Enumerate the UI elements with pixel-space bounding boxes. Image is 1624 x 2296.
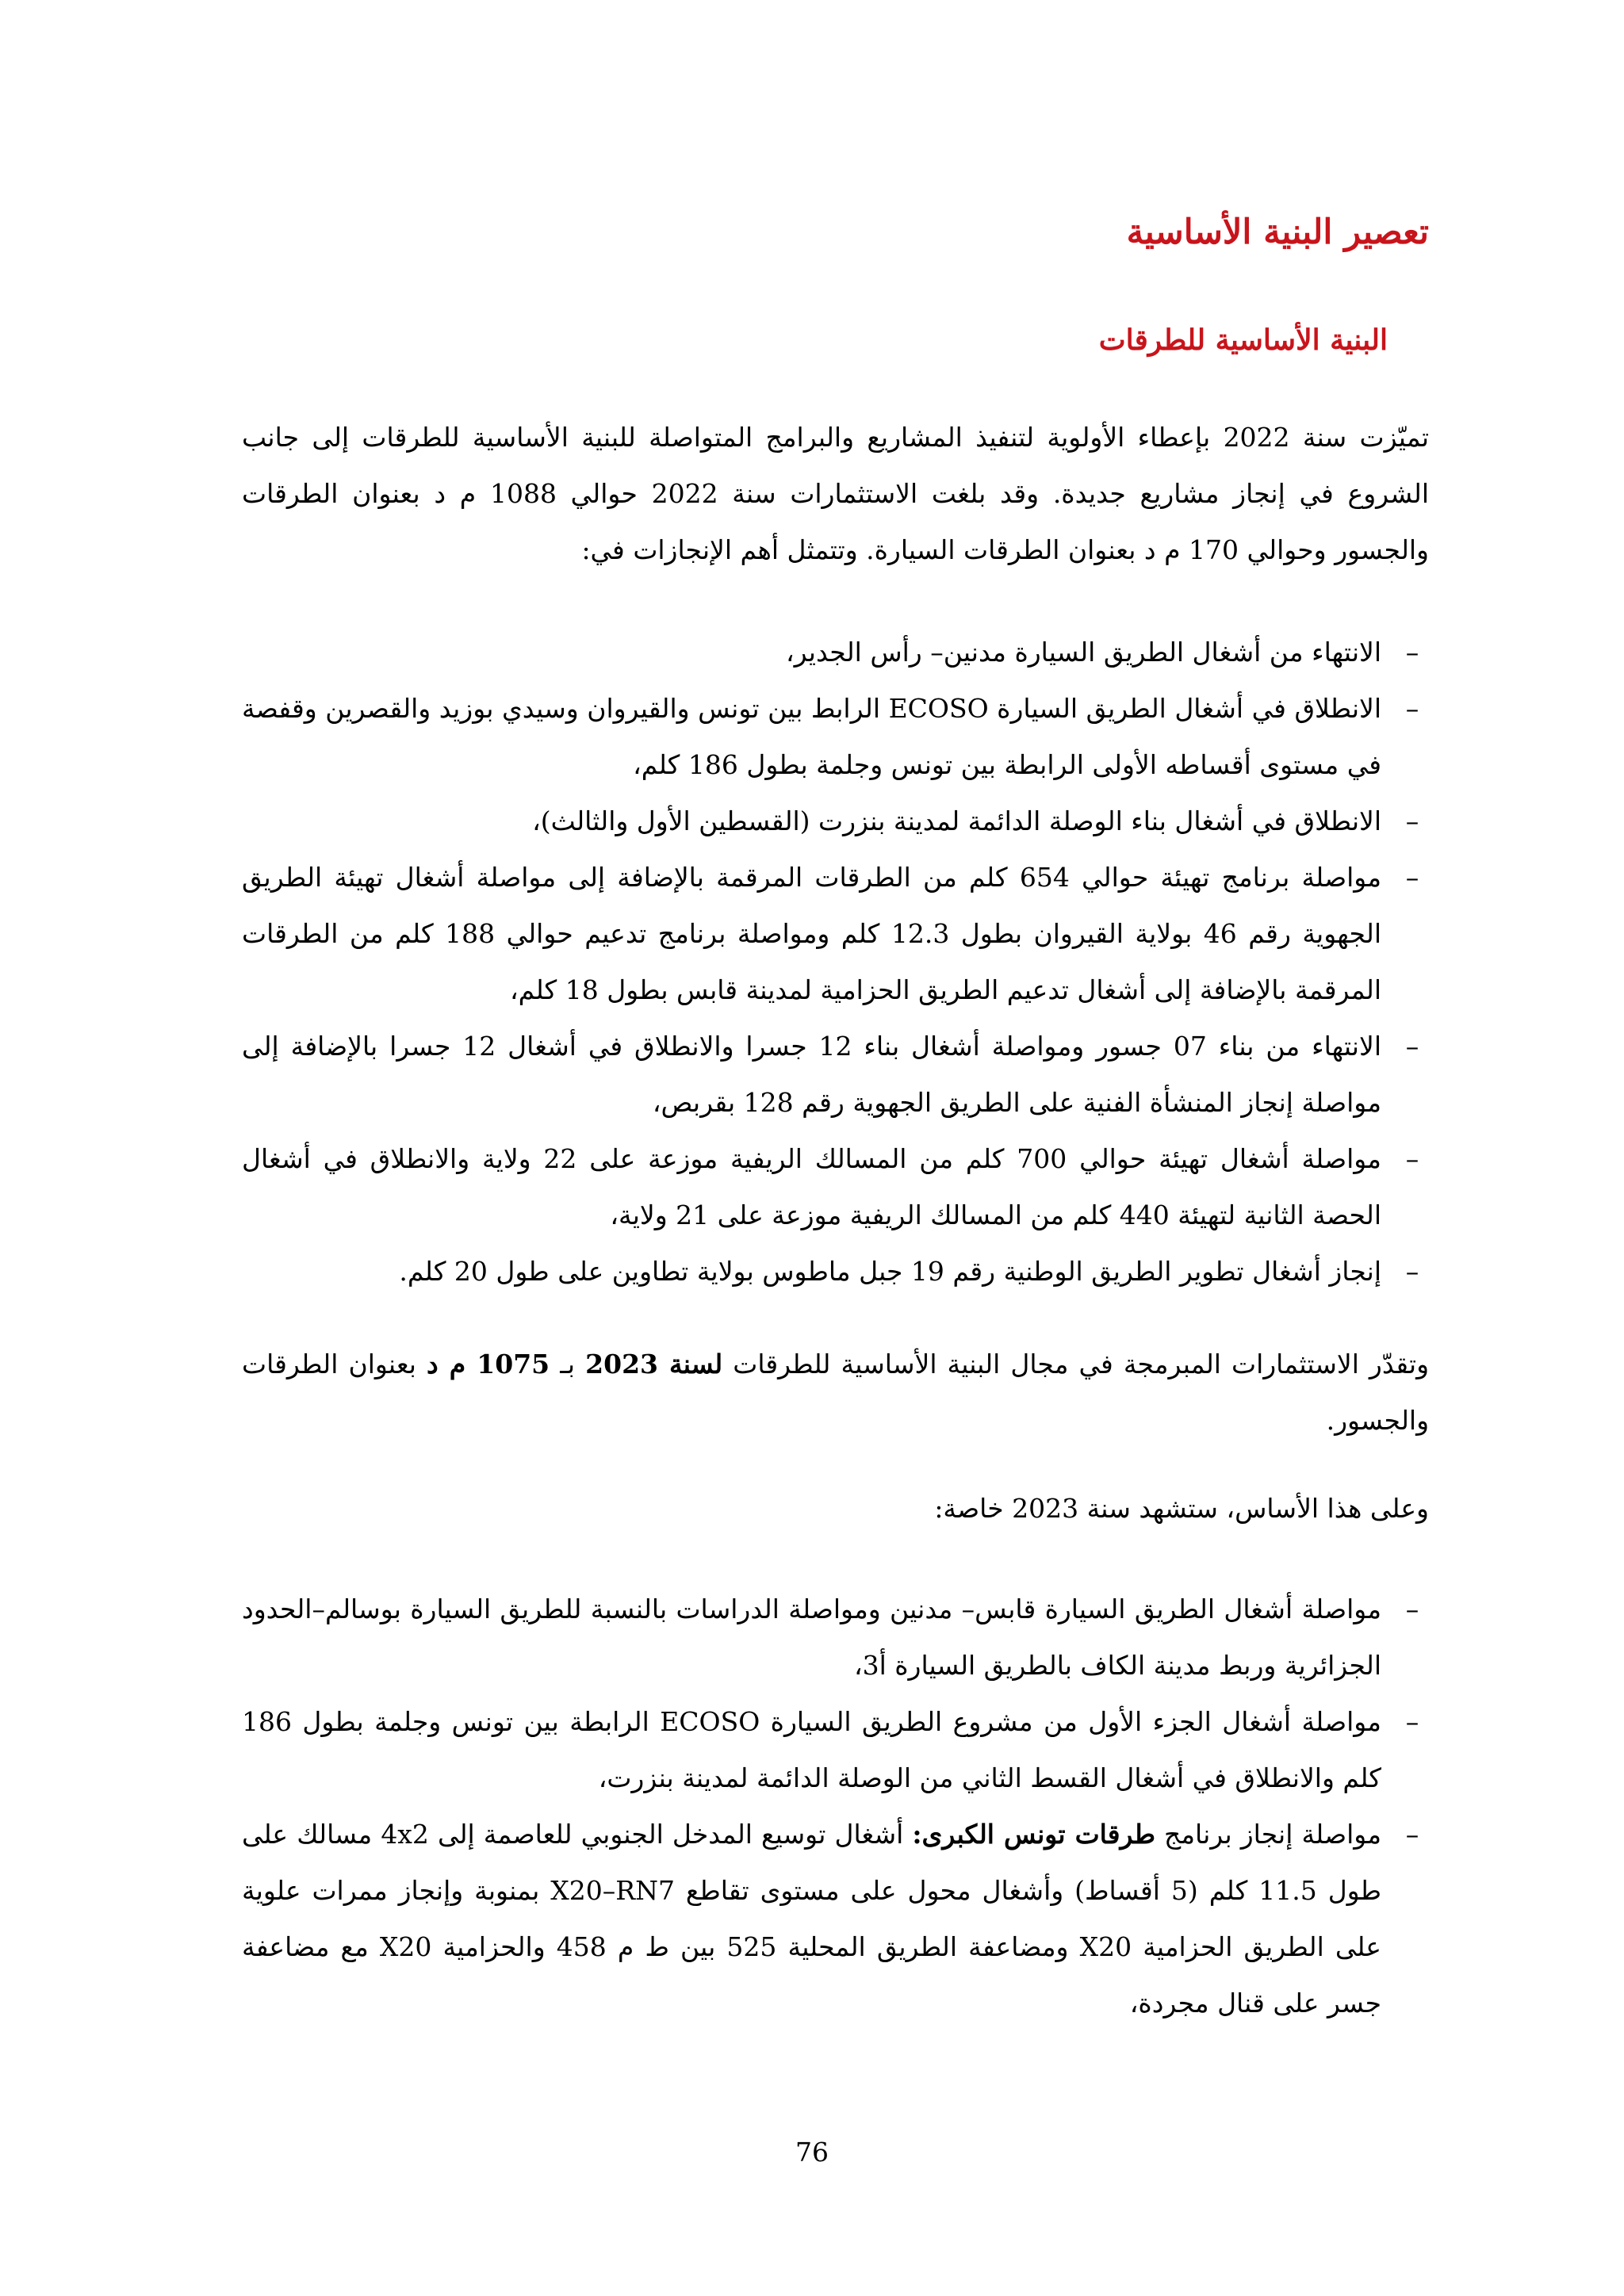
list-item-text: مواصلة أشغال الجزء الأول من مشروع الطريق السيارة ECOSO الرابطة بين تونس وجلمة بطول 186 كلم والانطلاق في أشغال القسط الثاني من الوصلة الدائمة لمدينة بنزرت، bbox=[242, 1706, 1381, 1793]
list-item bbox=[242, 680, 1429, 793]
bullet-dash: – bbox=[1405, 1819, 1419, 1850]
bullet-dash: – bbox=[1405, 1256, 1419, 1287]
list-item-text: الانطلاق في أشغال بناء الوصلة الدائمة لمدينة بنزرت (القسطين الأول والثالث)، bbox=[532, 806, 1381, 836]
investment-paragraph bbox=[242, 1336, 1429, 1448]
section-subheading: البنية الأساسية للطرقات bbox=[1098, 323, 1388, 357]
investment-year: لسنة 2023 bbox=[585, 1349, 723, 1380]
list-item bbox=[242, 1131, 1429, 1243]
list-item-text-end: أشغال توسيع المدخل الجنوبي للعاصمة إلى 4x2 مسالك على طول 11.5 كلم (5 أقساط) وأشغال محول على مستوى تقاطع X20–RN7 بمنوبة وإنجاز ممرات علوية على الطريق الحزامية X20 ومضاعفة الطريق المحلية 525 بين ط م 458 والحزامية X20 مع مضاعفة جسر على قنال مجردة، bbox=[242, 1819, 1381, 2019]
list-item bbox=[242, 1693, 1429, 1806]
plans-list bbox=[242, 1581, 1429, 2031]
intro-paragraph: تميّزت سنة 2022 بإعطاء الأولوية لتنفيذ المشاريع والبرامج المتواصلة للبنية الأساسية للطرقات إلى جانب الشروع في إنجاز مشاريع جديدة. وقد بلغت الاستثمارات سنة 2022 حوالي 1088 م د بعنوان الطرقات والجسور وحوالي 170 م د بعنوان الطرقات السيارة. وتتمثل أهم الإنجازات في: bbox=[242, 422, 1430, 565]
list-item-text: الانتهاء من أشغال الطريق السيارة مدنين– رأس الجدير، bbox=[785, 637, 1381, 668]
list-item-text: مواصلة أشغال الطريق السيارة قابس– مدنين ومواصلة الدراسات بالنسبة للطريق السيارة بوسالم–الحدود الجزائرية وربط مدينة الكاف بالطريق السيارة أ3، bbox=[242, 1594, 1381, 1681]
investment-text-end: بعنوان الطرقات والجسور. bbox=[242, 1349, 1429, 1436]
list-item bbox=[242, 1581, 1429, 1693]
achievements-list bbox=[242, 624, 1429, 1299]
list-item-text: مواصلة برنامج تهيئة حوالي 654 كلم من الطرقات المرقمة بالإضافة إلى مواصلة أشغال تهيئة الطريق الجهوية رقم 46 بولاية القيروان بطول 12.3 كلم ومواصلة برنامج تدعيم حوالي 188 كلم من الطرقات المرقمة بالإضافة إلى أشغال تدعيم الطريق الحزامية لمدينة قابس بطول 18 كلم، bbox=[242, 862, 1382, 1005]
basis-paragraph: وعلى هذا الأساس، ستشهد سنة 2023 خاصة: bbox=[934, 1493, 1429, 1524]
bullet-dash: – bbox=[1405, 1706, 1419, 1737]
investment-amount: 1075 م د bbox=[427, 1349, 550, 1380]
list-item bbox=[242, 1243, 1429, 1299]
bullet-dash: – bbox=[1405, 637, 1419, 668]
list-item bbox=[242, 1806, 1429, 2031]
page-content bbox=[242, 208, 1429, 2031]
investment-text-middle: بـ bbox=[550, 1349, 586, 1380]
section-heading: تعصير البنية الأساسية bbox=[1126, 212, 1429, 252]
investment-text-start: وتقدّر الاستثمارات المبرمجة في مجال البنية الأساسية للطرقات bbox=[722, 1349, 1430, 1380]
list-item bbox=[242, 1018, 1429, 1131]
bullet-dash: – bbox=[1405, 1143, 1419, 1174]
list-item-text: الانطلاق في أشغال الطريق السيارة ECOSO الرابط بين تونس والقيروان وسيدي بوزيد والقصرين وقفصة في مستوى أقساطه الأولى الرابطة بين تونس وجلمة بطول 186 كلم، bbox=[242, 693, 1381, 780]
list-item-text: الانتهاء من بناء 07 جسور ومواصلة أشغال بناء 12 جسرا والانطلاق في أشغال 12 جسرا بالإضافة إلى مواصلة إنجاز المنشأة الفنية على الطريق الجهوية رقم 128 بقربص، bbox=[242, 1031, 1381, 1118]
bullet-dash: – bbox=[1405, 806, 1419, 836]
greater-tunis-roads-label: طرقات تونس الكبرى: bbox=[912, 1819, 1155, 1850]
list-item-text: إنجاز أشغال تطوير الطريق الوطنية رقم 19 جبل ماطوس بولاية تطاوين على طول 20 كلم. bbox=[399, 1256, 1381, 1287]
list-item-text-start: مواصلة إنجاز برنامج bbox=[1155, 1819, 1381, 1850]
bullet-dash: – bbox=[1405, 693, 1419, 724]
page-number: 76 bbox=[795, 2137, 829, 2168]
list-item bbox=[242, 793, 1429, 849]
list-item bbox=[242, 624, 1429, 680]
bullet-dash: – bbox=[1405, 1031, 1419, 1062]
list-item bbox=[242, 849, 1429, 1018]
list-item-text: مواصلة أشغال تهيئة حوالي 700 كلم من المسالك الريفية موزعة على 22 ولاية والانطلاق في أشغال الحصة الثانية لتهيئة 440 كلم من المسالك الريفية موزعة على 21 ولاية، bbox=[242, 1143, 1381, 1230]
bullet-dash: – bbox=[1405, 1594, 1419, 1624]
bullet-dash: – bbox=[1405, 862, 1419, 893]
